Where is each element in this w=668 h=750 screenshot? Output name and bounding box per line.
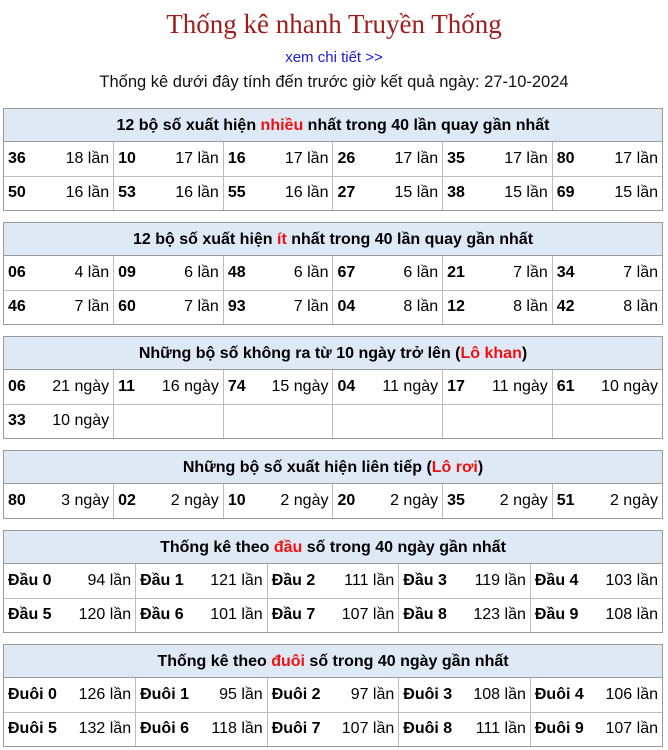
stat-entry: [535, 720, 658, 738]
stat-key: Đầu 9: [534, 606, 579, 624]
stat-value: 2 ngày: [390, 492, 439, 509]
table-cell: [333, 142, 443, 176]
stat-key: 60: [118, 298, 136, 316]
stat-value: 21 ngày: [52, 377, 110, 395]
stat-entry: [8, 264, 109, 282]
stat-entry: [118, 264, 219, 282]
table-cell: [4, 712, 136, 746]
table-cell: [114, 176, 224, 210]
table-cell: [443, 142, 553, 176]
table-cell: [267, 712, 399, 746]
table-cell: [136, 598, 268, 632]
stat-key: Đầu 8: [403, 606, 447, 624]
table-row: [4, 290, 662, 324]
stat-entry: [337, 298, 438, 316]
stat-value: 107 lần: [341, 720, 395, 738]
stat-entry: [557, 150, 658, 168]
table-cell: [114, 142, 224, 176]
stat-key: 55: [227, 184, 246, 202]
stat-key: 67: [337, 263, 356, 281]
stat-key: 02: [118, 492, 136, 509]
stat-value: 16 lần: [175, 184, 219, 202]
stat-entry: [403, 572, 526, 590]
table-row: [4, 176, 662, 210]
table-cell: [530, 598, 662, 632]
stat-key: 80: [556, 149, 575, 167]
table-cell: [223, 290, 333, 324]
stat-value: 15 lần: [394, 184, 439, 202]
stat-value: 8 lần: [403, 298, 439, 316]
table-cell: [4, 142, 114, 176]
table-cell: [443, 404, 553, 438]
stat-entry: [228, 150, 329, 168]
section-title-text: ): [521, 345, 528, 362]
stat-value: 15 ngày: [271, 377, 329, 395]
table-cell: [399, 712, 531, 746]
table-cell: [443, 256, 553, 290]
stat-entry: [272, 572, 395, 590]
stat-key: 36: [8, 149, 26, 167]
section-title: [4, 223, 662, 256]
stats-table: [4, 484, 662, 518]
stat-entry: [337, 378, 438, 396]
stat-entry: [8, 572, 131, 590]
stat-value: 11 ngày: [492, 377, 548, 395]
stat-key: Đầu 4: [534, 571, 579, 589]
section-title-highlight: nhiều: [260, 117, 304, 134]
stat-value: 10 ngày: [52, 412, 110, 430]
stat-entry: [447, 298, 548, 316]
table-cell: [530, 712, 662, 746]
stat-value: 11 ngày: [382, 377, 439, 395]
table-cell: [333, 404, 443, 438]
stats-table: [4, 370, 662, 438]
table-cell: [333, 256, 443, 290]
stat-entry: [447, 378, 548, 396]
stat-key: Đầu 5: [8, 606, 52, 624]
stat-value: 17 lần: [504, 149, 548, 167]
stat-key: 51: [556, 492, 575, 509]
table-cell: [552, 290, 662, 324]
tail-digit-section: [3, 644, 663, 747]
stat-key: 42: [556, 298, 575, 316]
table-row: [4, 404, 662, 438]
section-title-text: ): [477, 459, 484, 476]
stat-key: 12: [447, 298, 465, 316]
stat-key: 21: [447, 263, 465, 281]
stat-value: 17 lần: [614, 149, 658, 167]
table-cell: [333, 290, 443, 324]
stat-key: 11: [118, 377, 136, 395]
lo-roi-section: [3, 450, 663, 519]
table-cell: [399, 564, 531, 598]
stat-entry: [557, 298, 658, 316]
section-title-text: Thống kê theo: [157, 653, 272, 670]
stat-value: 2 ngày: [280, 492, 329, 509]
stat-key: Đầu 1: [140, 571, 184, 589]
stat-key: 48: [227, 263, 246, 281]
table-cell: [4, 484, 114, 518]
stat-key: Đầu 6: [140, 606, 184, 624]
stat-value: 2 ngày: [170, 492, 219, 509]
lo-khan-section: [3, 336, 663, 439]
stat-key: 34: [556, 263, 575, 281]
stat-key: Đuôi 3: [403, 685, 453, 703]
stat-key: 17: [447, 377, 465, 395]
table-cell: [530, 678, 662, 712]
table-cell: [114, 484, 224, 518]
view-details-link[interactable]: xem chi tiết >>: [285, 49, 383, 66]
stat-entry: [228, 492, 329, 510]
stat-key: Đuôi 4: [534, 685, 584, 703]
table-cell: [552, 370, 662, 404]
stat-entry: [447, 150, 548, 168]
stat-entry: [535, 572, 658, 590]
section-title-text: số trong 40 ngày gần nhất: [302, 539, 506, 556]
stat-entry: [337, 492, 438, 510]
stat-value: 118 lần: [211, 720, 263, 738]
stat-entry: [272, 686, 395, 704]
table-row: [4, 598, 662, 632]
stat-entry: [140, 720, 263, 738]
stat-key: 35: [447, 149, 465, 167]
stat-key: 26: [337, 149, 356, 167]
stat-key: 33: [8, 412, 26, 430]
stat-value: 6 lần: [184, 263, 219, 281]
table-cell: [399, 678, 531, 712]
stat-entry: [118, 378, 219, 396]
section-title-text: nhất trong 40 lần quay gần nhất: [303, 117, 550, 134]
table-cell: [333, 370, 443, 404]
stat-value: 101 lần: [210, 606, 263, 624]
stat-key: 06: [8, 377, 26, 395]
stat-entry: [8, 720, 131, 738]
table-cell: [136, 678, 268, 712]
stat-value: 6 lần: [293, 263, 329, 281]
table-cell: [4, 256, 114, 290]
table-row: [4, 678, 662, 712]
stat-key: Đầu 3: [403, 571, 447, 589]
stat-entry: [140, 606, 263, 624]
stat-value: 111 lần: [344, 571, 395, 589]
stat-value: 108 lần: [605, 606, 658, 624]
stat-key: 46: [8, 298, 26, 316]
table-cell: [114, 256, 224, 290]
stat-key: 04: [337, 298, 356, 316]
stat-value: 107 lần: [341, 606, 395, 624]
section-title-text: nhất trong 40 lần quay gần nhất: [286, 231, 534, 248]
stat-value: 16 ngày: [161, 377, 219, 395]
table-row: [4, 256, 662, 290]
table-cell: [443, 484, 553, 518]
table-cell: [267, 598, 399, 632]
table-cell: [136, 712, 268, 746]
stat-value: 3 ngày: [61, 492, 110, 509]
stat-value: 10 ngày: [601, 377, 658, 395]
table-row: [4, 370, 662, 404]
stat-entry: [140, 686, 263, 704]
stat-entry: [8, 298, 109, 316]
stat-key: 04: [337, 377, 356, 395]
stats-table: [4, 678, 662, 746]
stat-key: 69: [556, 184, 575, 202]
stat-value: 95 lần: [219, 685, 263, 703]
table-cell: [552, 484, 662, 518]
table-cell: [223, 404, 333, 438]
stat-entry: [228, 378, 329, 396]
stats-table: [4, 564, 662, 632]
most-frequent-section: [3, 108, 663, 211]
stat-key: Đuôi 5: [8, 720, 57, 738]
section-title-text: 12 bộ số xuất hiện: [116, 117, 261, 134]
table-row: [4, 484, 662, 518]
stat-entry: [557, 264, 658, 282]
table-cell: [530, 564, 662, 598]
stat-key: 27: [337, 184, 356, 202]
table-row: [4, 564, 662, 598]
table-cell: [114, 290, 224, 324]
section-title-text: Những bộ số xuất hiện liên tiếp (: [182, 459, 432, 476]
stat-key: Đuôi 0: [8, 685, 57, 703]
stat-key: 74: [227, 377, 246, 395]
table-cell: [443, 370, 553, 404]
stat-value: 108 lần: [473, 685, 526, 703]
stat-entry: [447, 492, 548, 510]
stat-value: 7 lần: [293, 298, 329, 316]
stat-entry: [557, 492, 658, 510]
head-digit-section: [3, 530, 663, 633]
stat-entry: [8, 184, 109, 202]
stat-entry: [403, 686, 526, 704]
stat-value: 97 lần: [350, 685, 395, 703]
stat-entry: [118, 298, 219, 316]
section-title-text: số trong 40 ngày gần nhất: [304, 653, 509, 670]
stat-value: 15 lần: [614, 184, 658, 202]
stat-entry: [272, 606, 395, 624]
stat-key: Đầu 2: [271, 571, 316, 589]
stats-table: [4, 142, 662, 210]
section-title: [4, 337, 662, 370]
table-cell: [333, 176, 443, 210]
page-title: Thống kê nhanh Truyền Thống: [166, 9, 502, 39]
stat-value: 8 lần: [513, 298, 548, 316]
stat-value: 123 lần: [473, 606, 526, 624]
stat-value: 132 lần: [78, 720, 132, 738]
section-title-highlight: đuôi: [271, 653, 305, 670]
table-cell: [552, 404, 662, 438]
table-cell: [552, 176, 662, 210]
table-cell: [552, 256, 662, 290]
section-title-text: Những bộ số không ra từ 10 ngày trở lên (: [138, 345, 461, 362]
stat-value: 120 lần: [78, 606, 132, 624]
table-cell: [267, 564, 399, 598]
stat-value: 18 lần: [65, 149, 110, 167]
stat-entry: [228, 298, 329, 316]
stat-key: Đuôi 1: [140, 685, 189, 703]
stat-key: 06: [8, 263, 26, 281]
stat-entry: [8, 412, 109, 430]
stat-value: 121 lần: [210, 571, 263, 589]
stat-value: 126 lần: [78, 685, 132, 703]
stat-value: 7 lần: [184, 298, 219, 316]
stat-key: Đuôi 2: [271, 685, 321, 703]
table-cell: [223, 370, 333, 404]
stat-entry: [8, 686, 131, 704]
stat-value: 7 lần: [513, 263, 548, 281]
stat-entry: [8, 150, 109, 168]
page-subtitle: Thống kê dưới đây tính đến trước giờ kết quả ngày: 27-10-2024: [99, 73, 569, 91]
stat-entry: [140, 572, 263, 590]
stat-value: 119 lần: [474, 571, 526, 589]
stat-value: 111 lần: [475, 720, 526, 738]
stat-key: 93: [227, 298, 246, 316]
stat-value: 106 lần: [605, 685, 658, 703]
stat-value: 7 lần: [74, 298, 110, 316]
stat-value: 17 lần: [175, 149, 219, 167]
stat-value: 15 lần: [504, 184, 548, 202]
table-row: [4, 712, 662, 746]
stat-value: 94 lần: [87, 571, 132, 589]
stat-key: 10: [118, 149, 136, 167]
table-cell: [114, 404, 224, 438]
stat-key: 80: [8, 492, 26, 509]
section-title-text: 12 bộ số xuất hiện: [132, 231, 277, 248]
stat-value: 6 lần: [403, 263, 439, 281]
stat-key: 50: [8, 184, 26, 202]
stat-value: 103 lần: [605, 571, 658, 589]
table-cell: [399, 598, 531, 632]
stat-value: 7 lần: [623, 263, 658, 281]
section-title: [4, 645, 662, 678]
section-title-highlight: ít: [277, 231, 287, 248]
table-cell: [443, 290, 553, 324]
stat-value: 17 lần: [394, 149, 439, 167]
section-title: [4, 531, 662, 564]
stat-entry: [118, 184, 219, 202]
stat-key: 10: [227, 492, 246, 509]
stat-key: Đầu 7: [271, 606, 316, 624]
stat-key: Đuôi 8: [403, 720, 453, 738]
table-cell: [136, 564, 268, 598]
table-cell: [4, 290, 114, 324]
table-cell: [4, 678, 136, 712]
stat-key: 35: [447, 492, 465, 509]
stat-value: 107 lần: [605, 720, 658, 738]
table-row: [4, 142, 662, 176]
stat-value: 2 ngày: [499, 492, 548, 509]
stat-entry: [337, 184, 438, 202]
stat-entry: [337, 150, 438, 168]
stat-key: 38: [447, 184, 465, 202]
table-cell: [223, 142, 333, 176]
stat-entry: [535, 606, 658, 624]
section-title-text: Thống kê theo: [160, 539, 274, 556]
stat-entry: [535, 686, 658, 704]
stat-entry: [403, 720, 526, 738]
stat-key: Đuôi 9: [534, 720, 584, 738]
section-title: [4, 109, 662, 142]
table-cell: [333, 484, 443, 518]
stat-value: 16 lần: [284, 184, 329, 202]
table-cell: [223, 484, 333, 518]
stats-table: [4, 256, 662, 324]
stat-key: Đuôi 7: [271, 720, 321, 738]
stat-entry: [403, 606, 526, 624]
stat-value: 2 ngày: [609, 492, 658, 509]
stat-entry: [337, 264, 438, 282]
least-frequent-section: [3, 222, 663, 325]
stat-key: 09: [118, 263, 136, 281]
table-cell: [223, 176, 333, 210]
section-title-highlight: Lô khan: [460, 345, 522, 362]
table-cell: [4, 598, 136, 632]
stat-key: 20: [337, 492, 356, 509]
stat-entry: [8, 492, 109, 510]
table-cell: [114, 370, 224, 404]
stat-key: 53: [118, 184, 136, 202]
stat-key: 16: [227, 149, 246, 167]
stat-entry: [557, 184, 658, 202]
stat-entry: [118, 150, 219, 168]
table-cell: [4, 176, 114, 210]
table-cell: [552, 142, 662, 176]
stat-entry: [447, 184, 548, 202]
stat-key: 61: [556, 377, 575, 395]
section-title-highlight: đầu: [273, 539, 303, 556]
stat-value: 16 lần: [65, 184, 110, 202]
table-cell: [267, 678, 399, 712]
stat-entry: [118, 492, 219, 510]
stat-entry: [228, 184, 329, 202]
table-cell: [4, 370, 114, 404]
stat-entry: [447, 264, 548, 282]
table-cell: [4, 404, 114, 438]
section-title: [4, 451, 662, 484]
stat-value: 4 lần: [74, 263, 110, 281]
stat-entry: [272, 720, 395, 738]
stat-entry: [8, 378, 109, 396]
stat-key: Đầu 0: [8, 571, 52, 589]
section-title-highlight: Lô rơi: [431, 459, 478, 476]
stat-entry: [557, 378, 658, 396]
table-cell: [4, 564, 136, 598]
stat-entry: [228, 264, 329, 282]
stat-value: 17 lần: [284, 149, 329, 167]
stat-key: Đuôi 6: [140, 720, 189, 738]
stat-entry: [8, 606, 131, 624]
table-cell: [443, 176, 553, 210]
table-cell: [223, 256, 333, 290]
stat-value: 8 lần: [623, 298, 658, 316]
